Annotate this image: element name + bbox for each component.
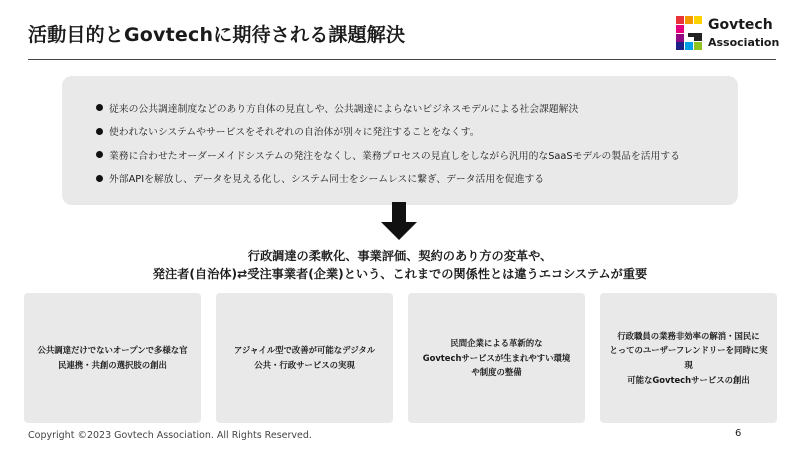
goal-card-3: 民間企業による革新的な Govtechサービスが生まれやすい環境 や制度の整備 [408,293,585,423]
bullet-item [96,120,738,144]
bullet-item [96,96,738,120]
logo-mark-icon [676,16,702,50]
bullet-text: 従来の公共調達制度などのあり方自体の見直しや、公共調達によらないビジネスモデルによる社会課題解決 [109,103,579,115]
logo-text-govtech: Govtech [708,17,773,33]
copyright-footer: Copyright ©2023 Govtech Association. All Rights Reserved. [28,430,312,441]
bullet-dot-icon [96,128,103,135]
page-number: 6 [735,428,742,439]
bullet-item [96,143,738,167]
bullet-list-panel [62,76,738,205]
govtech-association-logo [676,16,784,52]
bullet-dot-icon [96,104,103,111]
goal-card-1: 公共調達だけでないオープンで多様な官 民連携・共創の選択肢の創出 [24,293,201,423]
down-arrow-icon [381,202,417,240]
bullet-dot-icon [96,175,103,182]
title-divider [28,59,776,60]
bullet-text: 使われないシステムやサービスをそれぞれの自治体が別々に発注することをなくす。 [109,127,480,139]
bullet-text: 業務に合わせたオーダーメイドシステムの発注をなくし、業務プロセスの見直しをしながら汎用的なSaaSモデルの製品を活用する [109,150,680,162]
bullet-text: 外部APIを解放し、データを見える化し、システム同士をシームレスに繋ぎ、データ活用を促進する [109,174,545,186]
slide-title: 活動目的とGovtechに期待される課題解決 [28,24,406,46]
bullet-dot-icon [96,151,103,158]
conclusion-line-2: 発注者(自治体)⇄受注事業者(企業)という、これまでの関係性とは違うエコシステムが重要 [152,267,648,281]
conclusion-line-1: 行政調達の柔軟化、事業評価、契約のあり方の変革や、 [247,249,553,263]
goal-card-2: アジャイル型で改善が可能なデジタル 公共・行政サービスの実現 [216,293,393,423]
bullet-item [96,167,738,191]
goal-card-4: 行政職員の業務非効率の解消・国民に とってのユーザーフレンドリーを同時に実現 可能なGovtechサービスの創出 [600,293,777,423]
logo-text-association: Association [708,36,780,49]
